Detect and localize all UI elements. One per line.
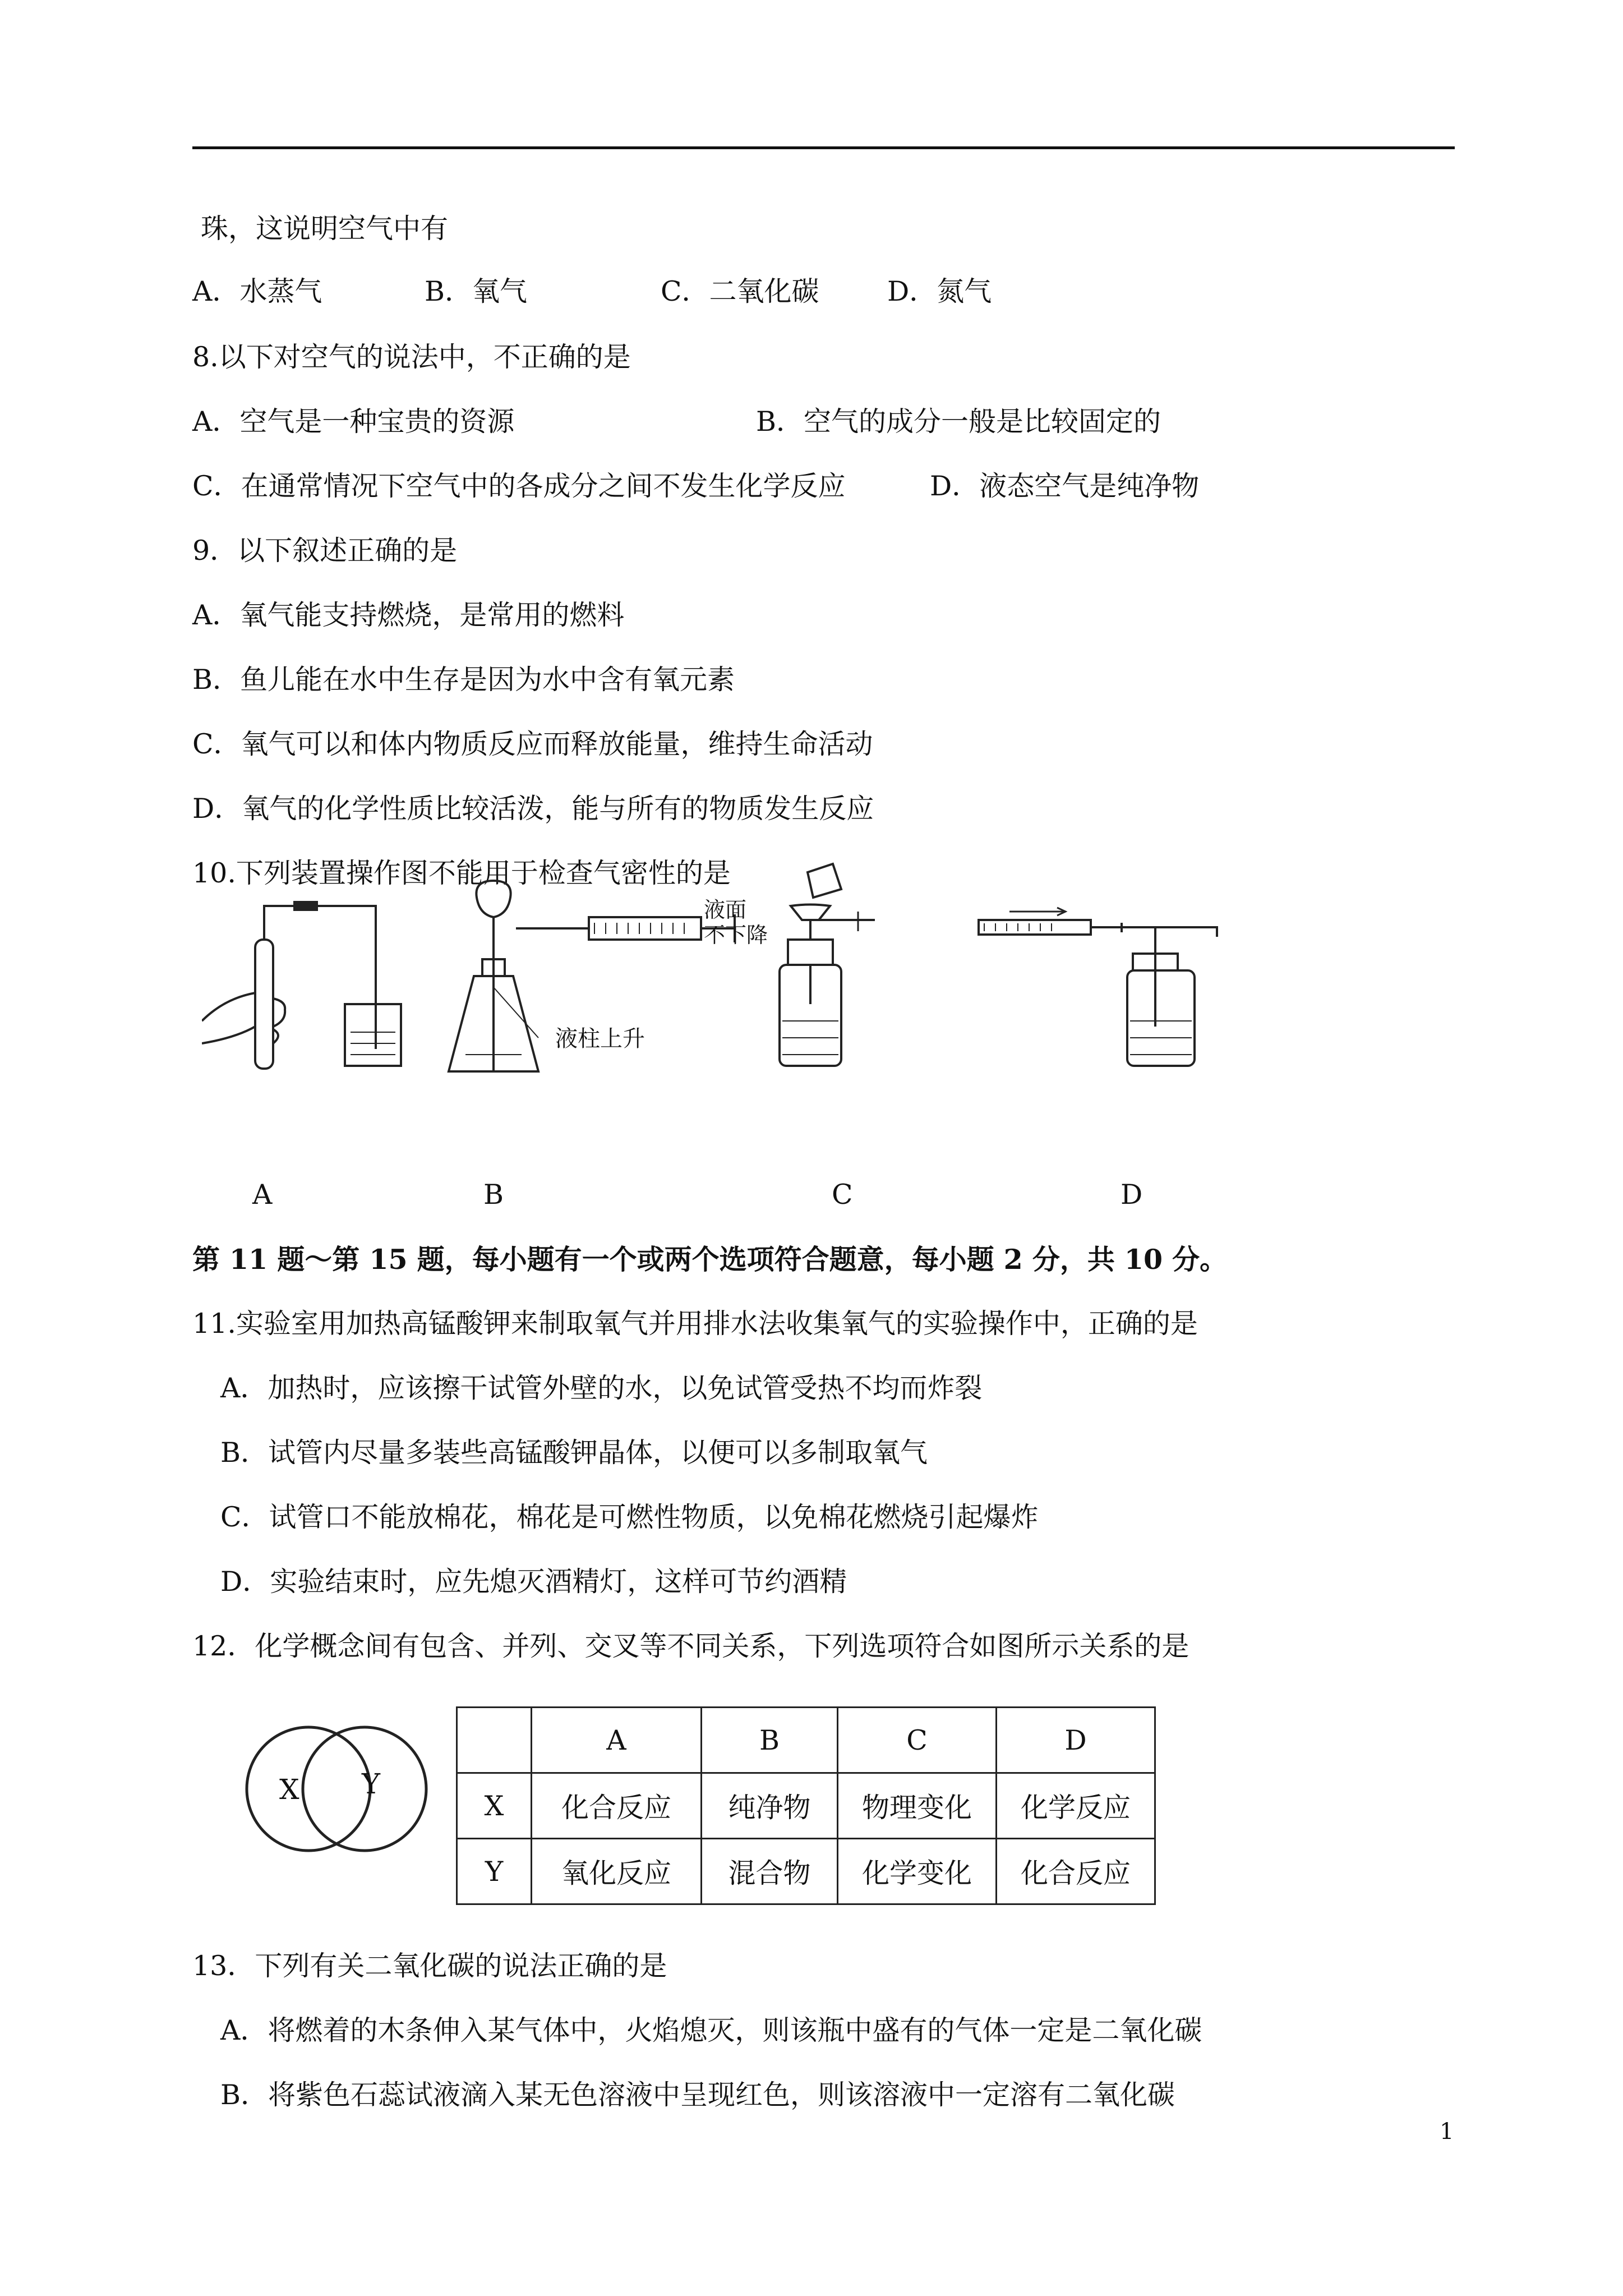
table-cell: 化合反应 bbox=[997, 1839, 1155, 1904]
q8-option-c: C．在通常情况下空气中的各成分之间不发生化学反应 bbox=[192, 470, 846, 502]
question-9: 9．以下叙述正确的是 bbox=[192, 535, 458, 567]
section-heading: 第 11 题～第 15 题，每小题有一个或两个选项符合题意，每小题 2 分，共 10 分。 bbox=[192, 1243, 1228, 1276]
q11-option-a: A．加热时，应该擦干试管外壁的水，以免试管受热不均而炸裂 bbox=[220, 1372, 983, 1404]
caption-b: B bbox=[483, 1179, 504, 1211]
q9-option-a: A．氧气能支持燃烧，是常用的燃料 bbox=[192, 599, 625, 631]
apparatus-b bbox=[449, 881, 735, 1071]
q12-options-table bbox=[456, 1706, 1156, 1905]
table-cell: 化学变化 bbox=[838, 1839, 997, 1904]
label-level-top: 液面 bbox=[704, 898, 747, 922]
table-cell: X bbox=[457, 1773, 532, 1839]
table-row bbox=[457, 1839, 1155, 1904]
q9-option-c: C．氧气可以和体内物质反应而释放能量，维持生命活动 bbox=[192, 728, 873, 760]
q7-option-a: A．水蒸气 bbox=[192, 275, 322, 307]
q8-option-a: A．空气是一种宝贵的资源 bbox=[192, 406, 515, 438]
question-7-continuation: 珠，这说明空气中有 bbox=[201, 213, 449, 245]
question-8: 8.以下对空气的说法中，不正确的是 bbox=[192, 341, 631, 373]
table-row bbox=[457, 1773, 1155, 1839]
table-cell: 混合物 bbox=[702, 1839, 838, 1904]
apparatus-c bbox=[704, 864, 875, 1066]
q7-option-c: C．二氧化碳 bbox=[661, 275, 819, 307]
q11-option-b: B．试管内尽量多装些高锰酸钾晶体，以便可以多制取氧气 bbox=[220, 1437, 928, 1469]
q11-option-d: D．实验结束时，应先熄灭酒精灯，这样可节约酒精 bbox=[220, 1566, 847, 1598]
q9-option-d: D．氧气的化学性质比较活泼，能与所有的物质发生反应 bbox=[192, 793, 874, 825]
page-number: 1 bbox=[1440, 2119, 1454, 2145]
table-cell: 纯净物 bbox=[702, 1773, 838, 1839]
caption-c: C bbox=[832, 1179, 853, 1211]
venn-diagram bbox=[241, 1724, 432, 1853]
table-cell: A bbox=[532, 1708, 702, 1773]
table-cell: Y bbox=[457, 1839, 532, 1904]
question-10: 10.下列装置操作图不能用于检查气密性的是 bbox=[192, 857, 731, 889]
table-cell: 化学反应 bbox=[997, 1773, 1155, 1839]
table-cell: 化合反应 bbox=[532, 1773, 702, 1839]
q13-option-b: B．将紫色石蕊试液滴入某无色溶液中呈现红色，则该溶液中一定溶有二氧化碳 bbox=[220, 2079, 1175, 2111]
table-cell: D bbox=[997, 1708, 1155, 1773]
q8-option-b: B．空气的成分一般是比较固定的 bbox=[756, 406, 1161, 438]
q7-option-b: B．氧气 bbox=[425, 275, 528, 307]
figure-10-apparatus bbox=[202, 858, 1234, 1094]
venn-label-x: X bbox=[279, 1773, 299, 1806]
table-cell: 物理变化 bbox=[838, 1773, 997, 1839]
venn-label-y: Y bbox=[362, 1768, 381, 1800]
q8-option-d: D．液态空气是纯净物 bbox=[930, 470, 1200, 502]
table-cell: B bbox=[702, 1708, 838, 1773]
question-13: 13．下列有关二氧化碳的说法正确的是 bbox=[192, 1950, 667, 1982]
q9-option-b: B．鱼儿能在水中生存是因为水中含有氧元素 bbox=[192, 664, 735, 696]
apparatus-d bbox=[979, 908, 1217, 1066]
label-level-bottom: 不下降 bbox=[704, 923, 768, 947]
q11-option-c: C．试管口不能放棉花，棉花是可燃性物质，以免棉花燃烧引起爆炸 bbox=[220, 1501, 1039, 1533]
table-cell bbox=[457, 1708, 532, 1773]
venn-circle-x bbox=[247, 1727, 370, 1851]
q7-option-d: D．氮气 bbox=[887, 275, 992, 307]
question-12: 12．化学概念间有包含、并列、交叉等不同关系，下列选项符合如图所示关系的是 bbox=[192, 1630, 1189, 1662]
table-cell: C bbox=[838, 1708, 997, 1773]
label-liquid-rise: 液柱上升 bbox=[555, 1026, 645, 1052]
q13-option-a: A．将燃着的木条伸入某气体中，火焰熄灭，则该瓶中盛有的气体一定是二氧化碳 bbox=[220, 2014, 1202, 2046]
table-cell: 氧化反应 bbox=[532, 1839, 702, 1904]
caption-a: A bbox=[252, 1179, 273, 1211]
caption-d: D bbox=[1121, 1179, 1143, 1211]
question-11: 11.实验室用加热高锰酸钾来制取氧气并用排水法收集氧气的实验操作中，正确的是 bbox=[192, 1308, 1198, 1340]
apparatus-a bbox=[202, 902, 401, 1069]
header-rule bbox=[192, 146, 1455, 149]
table-row bbox=[457, 1708, 1155, 1773]
